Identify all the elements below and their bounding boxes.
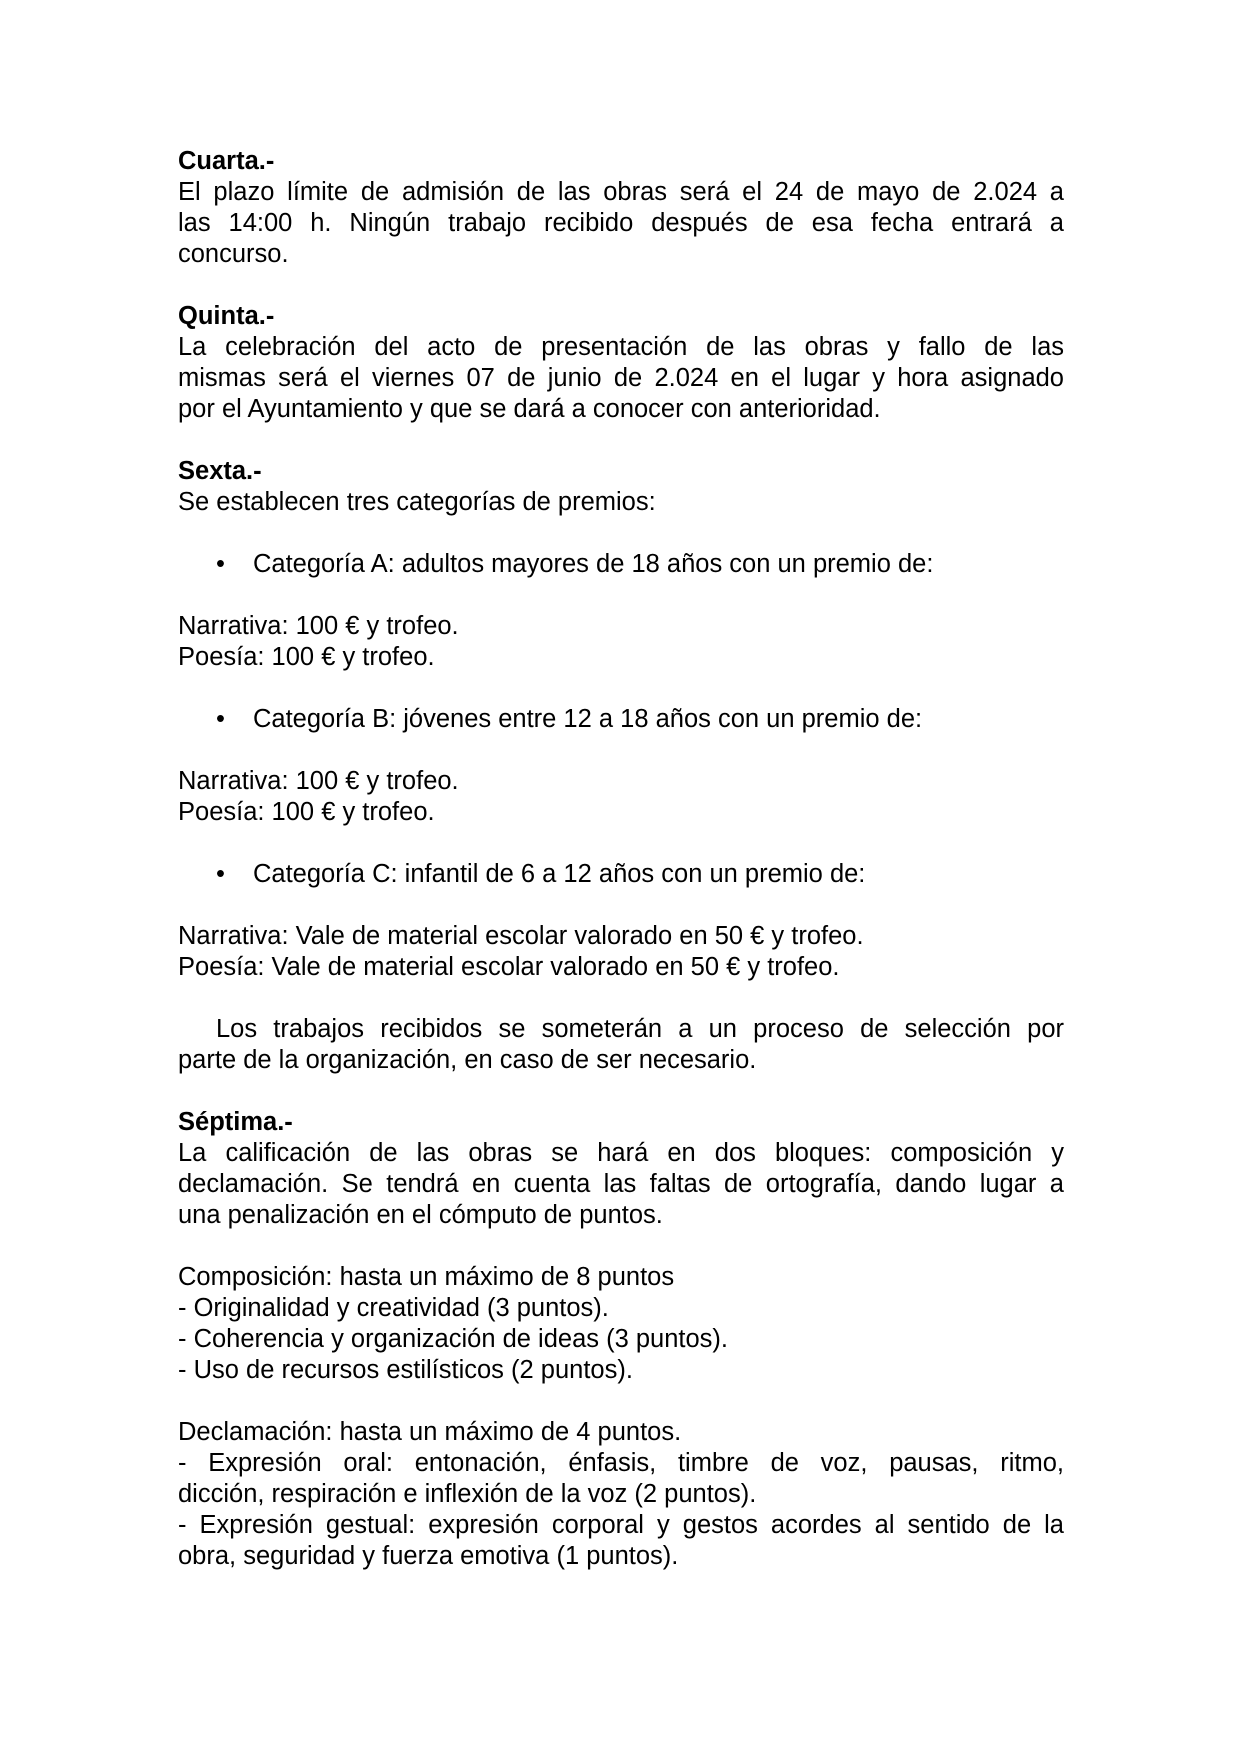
paragraph-line: La celebración del acto de presentación de las obras y fallo de las [178, 333, 1064, 361]
paragraph-intro: Se establecen tres categorías de premios: [178, 488, 656, 516]
composicion-block [178, 1262, 1064, 1386]
category-c-prizes [178, 921, 1064, 983]
selection-paragraph [178, 1014, 1064, 1076]
declamacion-block [178, 1417, 1064, 1572]
category-label: Categoría B: jóvenes entre 12 a 18 años con un premio de: [253, 705, 923, 733]
declamacion-header: Declamación: hasta un máximo de 4 puntos. [178, 1418, 682, 1446]
list-item: - Uso de recursos estilísticos (2 puntos). [178, 1356, 633, 1384]
list-item: - Coherencia y organización de ideas (3 puntos). [178, 1325, 728, 1353]
paragraph-line: por el Ayuntamiento y que se dará a conocer con anterioridad. [178, 395, 881, 423]
paragraph-line: una penalización en el cómputo de puntos. [178, 1201, 663, 1229]
prize-narrativa: Narrativa: Vale de material escolar valorado en 50 € y trofeo. [178, 922, 864, 950]
paragraph-line: mismas será el viernes 07 de junio de 2.024 en el lugar y hora asignado [178, 364, 1064, 392]
section-heading: Cuarta.- [178, 147, 275, 175]
section-heading: Sexta.- [178, 457, 262, 485]
paragraph-line: - Expresión oral: entonación, énfasis, timbre de voz, pausas, ritmo, [178, 1449, 1064, 1477]
section-cuarta [178, 146, 1064, 270]
paragraph-line: concurso. [178, 240, 289, 268]
category-label: Categoría A: adultos mayores de 18 años con un premio de: [253, 550, 934, 578]
category-a-prizes [178, 611, 1064, 673]
paragraph-line: las 14:00 h. Ningún trabajo recibido después de esa fecha entrará a [178, 209, 1064, 237]
paragraph-line: parte de la organización, en caso de ser necesario. [178, 1046, 757, 1074]
paragraph-line: declamación. Se tendrá en cuenta las faltas de ortografía, dando lugar a [178, 1170, 1064, 1198]
bullet-icon: • [216, 860, 225, 888]
bullet-icon: • [216, 705, 225, 733]
category-b-prizes [178, 766, 1064, 828]
list-item: - Originalidad y creatividad (3 puntos). [178, 1294, 609, 1322]
section-septima [178, 1107, 1064, 1231]
category-b-bullet [178, 704, 1064, 735]
paragraph-line: El plazo límite de admisión de las obras será el 24 de mayo de 2.024 a [178, 178, 1064, 206]
bullet-icon: • [216, 550, 225, 578]
prize-poesia: Poesía: 100 € y trofeo. [178, 643, 435, 671]
prize-poesia: Poesía: Vale de material escolar valorado en 50 € y trofeo. [178, 953, 840, 981]
section-heading: Séptima.- [178, 1108, 293, 1136]
section-quinta [178, 301, 1064, 425]
paragraph-line: - Expresión gestual: expresión corporal y gestos acordes al sentido de la [178, 1511, 1064, 1539]
paragraph-line: obra, seguridad y fuerza emotiva (1 puntos). [178, 1542, 679, 1570]
prize-narrativa: Narrativa: 100 € y trofeo. [178, 612, 459, 640]
paragraph-line: dicción, respiración e inflexión de la voz (2 puntos). [178, 1480, 757, 1508]
section-sexta [178, 456, 1064, 518]
category-c-bullet [178, 859, 1064, 890]
paragraph-line: Los trabajos recibidos se someterán a un proceso de selección por [216, 1015, 1064, 1043]
paragraph-line: La calificación de las obras se hará en dos bloques: composición y [178, 1139, 1064, 1167]
prize-poesia: Poesía: 100 € y trofeo. [178, 798, 435, 826]
prize-narrativa: Narrativa: 100 € y trofeo. [178, 767, 459, 795]
section-heading: Quinta.- [178, 302, 275, 330]
category-a-bullet [178, 549, 1064, 580]
category-label: Categoría C: infantil de 6 a 12 años con un premio de: [253, 860, 866, 888]
composicion-header: Composición: hasta un máximo de 8 puntos [178, 1263, 675, 1291]
document-page [178, 146, 1064, 1572]
